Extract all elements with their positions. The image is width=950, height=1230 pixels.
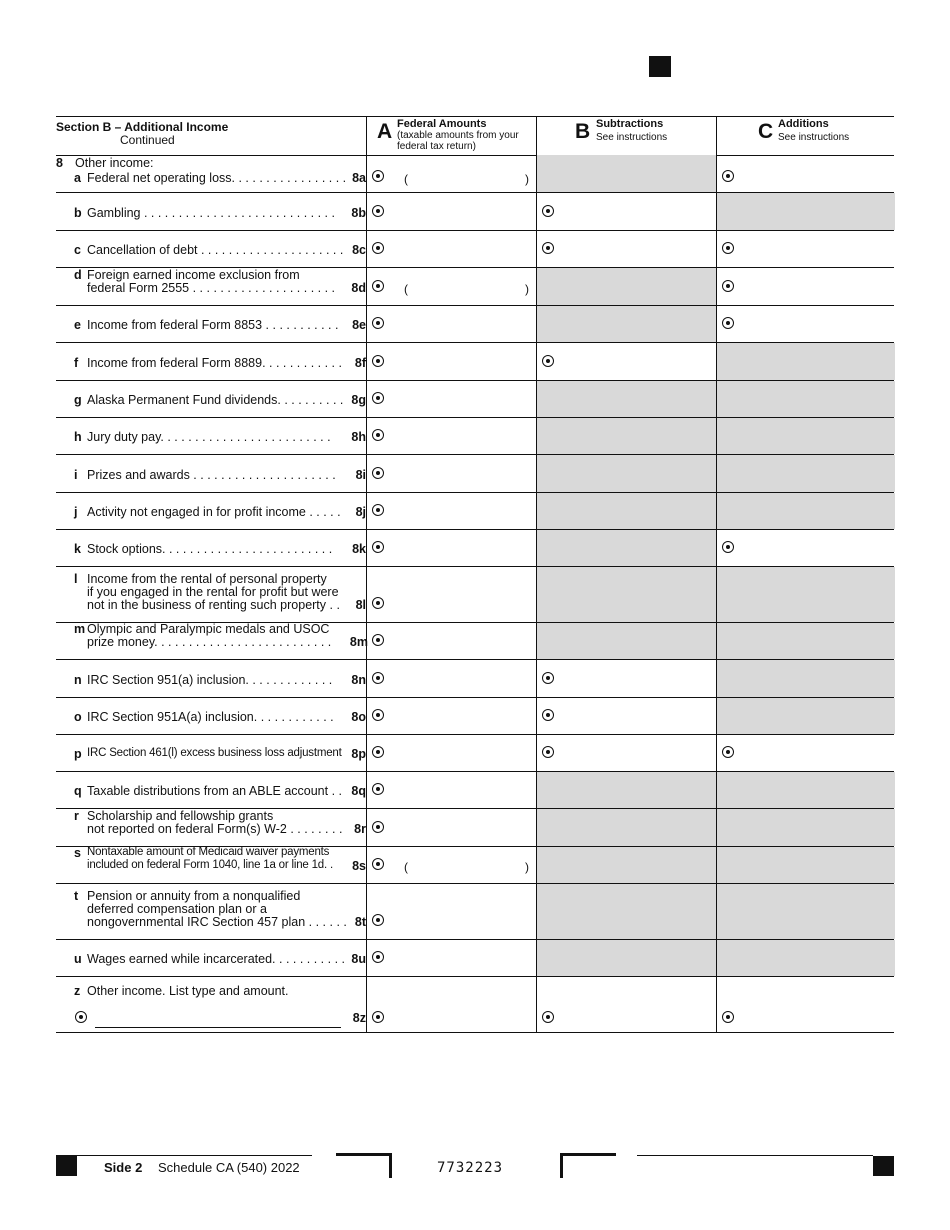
line-8i-text: Prizes and awards . . . . . . . . . . . . . . . . . . . . . bbox=[87, 468, 336, 482]
bullet-icon bbox=[542, 746, 554, 758]
line-8e-letter: e bbox=[74, 318, 81, 332]
column-b-title: Subtractions bbox=[596, 118, 664, 130]
line-8r-col-c-field bbox=[716, 809, 895, 846]
column-a-letter: A bbox=[377, 120, 393, 143]
column-a-sub2: federal tax return) bbox=[397, 141, 476, 152]
column-b-sub: See instructions bbox=[596, 132, 668, 143]
line-8u-label bbox=[56, 940, 364, 976]
column-b-letter: B bbox=[575, 120, 591, 143]
line-8b-col-b-field[interactable] bbox=[536, 193, 717, 230]
footer-schedule: Schedule CA (540) 2022 bbox=[158, 1160, 300, 1175]
line-8p-letter: p bbox=[74, 747, 82, 761]
footer-form-code: 7732223 bbox=[437, 1160, 504, 1176]
bullet-icon bbox=[722, 280, 734, 292]
line-8o-number: 8o bbox=[351, 710, 366, 724]
line-8-number: 8 bbox=[56, 156, 63, 170]
line-8o-col-a-field[interactable] bbox=[366, 698, 537, 734]
line-8d-text: Foreign earned income exclusion from bbox=[87, 268, 300, 282]
line-8c-col-a-field[interactable] bbox=[366, 231, 537, 267]
line-8f-text: Income from federal Form 8889. . . . . . . . . . . . bbox=[87, 356, 342, 370]
line-8h-col-b-field bbox=[536, 418, 717, 454]
bullet-icon bbox=[542, 709, 554, 721]
line-8h-col-c-field bbox=[716, 418, 895, 454]
line-8l-col-a-field[interactable] bbox=[366, 567, 537, 622]
line-8z-text: Other income. List type and amount. bbox=[87, 984, 289, 998]
bullet-icon bbox=[372, 504, 384, 516]
line-8d-number: 8d bbox=[351, 281, 366, 295]
line-8a-text: Federal net operating loss. . . . . . . . . . . . . . . . . bbox=[87, 171, 347, 185]
line-8e-number: 8e bbox=[352, 318, 366, 332]
open-paren: ( bbox=[404, 860, 408, 874]
line-8n-col-c-field bbox=[716, 660, 895, 697]
line-8p-label bbox=[56, 735, 364, 771]
line-8j-number: 8j bbox=[355, 505, 366, 519]
bullet-icon bbox=[372, 672, 384, 684]
line-8j-label bbox=[56, 493, 364, 529]
line-8l-row bbox=[56, 567, 894, 623]
line-8d-label bbox=[56, 268, 364, 305]
bullet-icon bbox=[372, 709, 384, 721]
line-8b-col-c-field bbox=[716, 193, 895, 230]
line-8p-text: IRC Section 461(l) excess business loss adjustment bbox=[87, 747, 342, 759]
line-8s-row bbox=[56, 847, 894, 884]
footer-bracket-right bbox=[560, 1153, 616, 1178]
line-8o-col-c-field bbox=[716, 698, 895, 734]
line-8p-number: 8p bbox=[351, 747, 366, 761]
line-8h-text: Jury duty pay. . . . . . . . . . . . . . . . . . . . . . . . . bbox=[87, 430, 331, 444]
line-8h-row bbox=[56, 418, 894, 455]
close-paren: ) bbox=[525, 282, 529, 296]
line-8q-col-a-field[interactable] bbox=[366, 772, 537, 808]
line-8b-col-a-field[interactable] bbox=[366, 193, 537, 230]
line-8m-number: 8m bbox=[349, 635, 368, 649]
line-8j-col-a-field[interactable] bbox=[366, 493, 537, 529]
line-8c-letter: c bbox=[74, 243, 81, 257]
line-8k-label bbox=[56, 530, 364, 566]
line-8d-col-a-field[interactable] bbox=[366, 268, 537, 305]
line-8a-letter: a bbox=[74, 171, 81, 185]
bullet-icon bbox=[722, 242, 734, 254]
bullet-icon bbox=[372, 355, 384, 367]
line-8b-number: 8b bbox=[351, 206, 366, 220]
bullet-icon bbox=[372, 746, 384, 758]
footer-side: Side 2 bbox=[104, 1160, 143, 1175]
line-8z-letter: z bbox=[74, 984, 81, 998]
line-8u-col-b-field bbox=[536, 940, 717, 976]
line-8h-letter: h bbox=[74, 430, 82, 444]
column-c-header bbox=[716, 117, 895, 155]
line-8r-letter: r bbox=[74, 809, 79, 823]
line-8m-col-b-field bbox=[536, 623, 717, 659]
bullet-icon bbox=[542, 242, 554, 254]
line-8e-col-a-field[interactable] bbox=[366, 306, 537, 342]
bullet-icon bbox=[542, 355, 554, 367]
bullet-icon bbox=[372, 205, 384, 217]
column-c-sub: See instructions bbox=[778, 132, 850, 143]
line-8t-col-a-field[interactable] bbox=[366, 884, 537, 939]
line-8d-col-c-field[interactable] bbox=[716, 268, 895, 305]
line-8d-row bbox=[56, 268, 894, 306]
line-8g-col-a-field[interactable] bbox=[366, 381, 537, 417]
registration-mark-top bbox=[649, 56, 671, 77]
line-8z-number: 8z bbox=[352, 1011, 366, 1025]
line-8u-row bbox=[56, 940, 894, 977]
bullet-icon bbox=[722, 317, 734, 329]
line-8a-col-c-field[interactable] bbox=[716, 155, 895, 192]
bullet-icon bbox=[372, 821, 384, 833]
line-8d-col-b-field bbox=[536, 268, 717, 305]
line-8u-col-c-field bbox=[716, 940, 895, 976]
footer-rule-right bbox=[637, 1155, 873, 1156]
line-8g-row bbox=[56, 381, 894, 418]
line-8r-col-a-field[interactable] bbox=[366, 809, 537, 846]
bullet-icon bbox=[372, 429, 384, 441]
line-8b-letter: b bbox=[74, 206, 82, 220]
line-8n-letter: n bbox=[74, 673, 82, 687]
bullet-icon bbox=[372, 392, 384, 404]
line-8b-label bbox=[56, 193, 364, 230]
line-8m-text: prize money. . . . . . . . . . . . . . . . . . . . . . . . . . bbox=[87, 635, 332, 649]
line-8g-label bbox=[56, 381, 364, 417]
line-8f-col-b-field[interactable] bbox=[536, 343, 717, 380]
line-8q-row bbox=[56, 772, 894, 809]
column-a-title: Federal Amounts bbox=[397, 118, 487, 130]
line-8s-number: 8s bbox=[352, 859, 366, 873]
column-a-sub1: (taxable amounts from your bbox=[397, 130, 519, 141]
line-8l-letter: l bbox=[74, 572, 78, 586]
line-8s-label bbox=[56, 847, 364, 883]
line-8p-col-c-field[interactable] bbox=[716, 735, 895, 771]
line-8i-row bbox=[56, 455, 894, 493]
line-8j-col-c-field bbox=[716, 493, 895, 529]
line-8g-number: 8g bbox=[351, 393, 366, 407]
bullet-icon bbox=[372, 317, 384, 329]
footer-rule-left bbox=[56, 1155, 312, 1156]
line-8k-row bbox=[56, 530, 894, 567]
line-8n-col-b-field[interactable] bbox=[536, 660, 717, 697]
line-8u-number: 8u bbox=[351, 952, 366, 966]
line-8t-label bbox=[56, 884, 364, 939]
bullet-icon bbox=[372, 1011, 384, 1023]
line-8k-text: Stock options. . . . . . . . . . . . . . . . . . . . . . . . . bbox=[87, 542, 333, 556]
line-8-title: Other income: bbox=[75, 156, 154, 170]
line-8e-label bbox=[56, 306, 364, 342]
line-8f-number: 8f bbox=[354, 356, 366, 370]
line-8h-number: 8h bbox=[351, 430, 366, 444]
line-8c-col-c-field[interactable] bbox=[716, 231, 895, 267]
line-8t-text: Pension or annuity from a nonqualified bbox=[87, 889, 301, 903]
bullet-icon bbox=[542, 1011, 554, 1023]
line-8t-number: 8t bbox=[354, 915, 366, 929]
line-8q-text: Taxable distributions from an ABLE account . . bbox=[87, 784, 342, 798]
line-8c-col-b-field[interactable] bbox=[536, 231, 717, 267]
line-8f-col-c-field bbox=[716, 343, 895, 380]
line-8j-letter: j bbox=[74, 505, 78, 519]
line-8z-row bbox=[56, 977, 894, 1033]
line-8p-col-a-field[interactable] bbox=[366, 735, 537, 771]
bullet-icon bbox=[722, 170, 734, 182]
line-8t-col-c-field bbox=[716, 884, 895, 939]
line-8e-col-b-field bbox=[536, 306, 717, 342]
line-8a-col-b-field bbox=[536, 155, 717, 192]
section-title: Section B – Additional Income bbox=[56, 120, 229, 134]
line-8z-type-bullet-icon bbox=[75, 1011, 87, 1023]
line-8j-row bbox=[56, 493, 894, 530]
line-8z-col-c-field[interactable] bbox=[716, 977, 895, 1032]
bullet-icon bbox=[372, 634, 384, 646]
line-8q-col-b-field bbox=[536, 772, 717, 808]
line-8i-number: 8i bbox=[355, 468, 366, 482]
registration-mark-bottom-right bbox=[873, 1156, 894, 1176]
footer-bracket-left bbox=[336, 1153, 392, 1178]
line-8l-number: 8l bbox=[355, 598, 366, 612]
line-8k-col-a-field[interactable] bbox=[366, 530, 537, 566]
line-8j-col-b-field bbox=[536, 493, 717, 529]
line-8g-col-c-field bbox=[716, 381, 895, 417]
line-8k-number: 8k bbox=[352, 542, 366, 556]
line-8r-row bbox=[56, 809, 894, 847]
line-8n-col-a-field[interactable] bbox=[366, 660, 537, 697]
line-8o-text: IRC Section 951A(a) inclusion. . . . . . . . . . . . bbox=[87, 710, 334, 724]
line-8a-label bbox=[56, 155, 364, 192]
line-8s-col-c-field bbox=[716, 847, 895, 883]
line-8u-letter: u bbox=[74, 952, 82, 966]
line-8p-col-b-field[interactable] bbox=[536, 735, 717, 771]
bullet-icon bbox=[372, 951, 384, 963]
line-8u-col-a-field[interactable] bbox=[366, 940, 537, 976]
line-8r-number: 8r bbox=[354, 822, 366, 836]
line-8l-col-c-field bbox=[716, 567, 895, 622]
line-8o-label bbox=[56, 698, 364, 734]
bullet-icon bbox=[722, 746, 734, 758]
line-8f-label bbox=[56, 343, 364, 380]
bullet-icon bbox=[372, 783, 384, 795]
line-8l-text: not in the business of renting such property . . bbox=[87, 598, 340, 612]
line-8f-col-a-field[interactable] bbox=[366, 343, 537, 380]
line-8s-text: included on federal Form 1040, line 1a or line 1d. . bbox=[87, 859, 333, 871]
line-8c-number: 8c bbox=[352, 243, 366, 257]
line-8k-col-b-field bbox=[536, 530, 717, 566]
line-8k-letter: k bbox=[74, 542, 81, 556]
line-8f-row bbox=[56, 343, 894, 381]
registration-mark-bottom-left bbox=[56, 1156, 77, 1176]
bullet-icon bbox=[372, 242, 384, 254]
line-8l-text: Income from the rental of personal property bbox=[87, 572, 327, 586]
line-8i-label bbox=[56, 455, 364, 492]
line-8s-letter: s bbox=[74, 846, 81, 860]
column-a-header bbox=[366, 117, 537, 155]
line-8p-row bbox=[56, 735, 894, 772]
open-paren: ( bbox=[404, 282, 408, 296]
line-8m-col-a-field[interactable] bbox=[366, 623, 537, 659]
column-c-title: Additions bbox=[778, 118, 829, 130]
line-8m-label bbox=[56, 622, 368, 659]
bullet-icon bbox=[722, 1011, 734, 1023]
close-paren: ) bbox=[525, 860, 529, 874]
line-8m-text: Olympic and Paralympic medals and USOC bbox=[87, 622, 330, 636]
bullet-icon bbox=[372, 467, 384, 479]
line-8m-row bbox=[56, 623, 894, 660]
line-8h-col-a-field[interactable] bbox=[366, 418, 537, 454]
line-8d-letter: d bbox=[74, 268, 82, 282]
line-8c-row bbox=[56, 231, 894, 268]
line-8l-col-b-field bbox=[536, 567, 717, 622]
line-8c-text: Cancellation of debt . . . . . . . . . . . . . . . . . . . . . bbox=[87, 243, 344, 257]
line-8a-number: 8a bbox=[352, 171, 366, 185]
line-8d-text: federal Form 2555 . . . . . . . . . . . . . . . . . . . . . bbox=[87, 281, 335, 295]
bullet-icon bbox=[372, 858, 384, 870]
line-8g-col-b-field bbox=[536, 381, 717, 417]
line-8s-col-a-field[interactable] bbox=[366, 847, 537, 883]
bullet-icon bbox=[372, 597, 384, 609]
section-subtitle: Continued bbox=[120, 133, 175, 147]
line-8q-col-c-field bbox=[716, 772, 895, 808]
line-8g-text: Alaska Permanent Fund dividends. . . . . . . . . . bbox=[87, 393, 344, 407]
line-8i-col-b-field bbox=[536, 455, 717, 492]
line-8q-letter: q bbox=[74, 784, 82, 798]
column-b-header bbox=[536, 117, 717, 155]
close-paren: ) bbox=[525, 172, 529, 186]
line-8i-col-a-field[interactable] bbox=[366, 455, 537, 492]
bullet-icon bbox=[542, 205, 554, 217]
section-header bbox=[56, 116, 894, 156]
bullet-icon bbox=[372, 541, 384, 553]
line-8n-number: 8n bbox=[351, 673, 366, 687]
line-8a-col-a-field[interactable] bbox=[366, 155, 537, 192]
line-8i-col-c-field bbox=[716, 455, 895, 492]
bullet-icon bbox=[372, 170, 384, 182]
line-8t-row bbox=[56, 884, 894, 940]
line-8t-letter: t bbox=[74, 889, 79, 903]
line-8z-type-input[interactable] bbox=[95, 1027, 341, 1028]
line-8m-letter: m bbox=[74, 622, 86, 636]
open-paren: ( bbox=[404, 172, 408, 186]
line-8b-text: Gambling . . . . . . . . . . . . . . . . . . . . . . . . . . . . bbox=[87, 206, 335, 220]
line-8t-text: deferred compensation plan or a bbox=[87, 902, 267, 916]
line-8t-col-b-field bbox=[536, 884, 717, 939]
line-8u-text: Wages earned while incarcerated. . . . . . . . . . . bbox=[87, 952, 345, 966]
line-8j-text: Activity not engaged in for profit income . . . . . bbox=[87, 505, 341, 519]
line-8n-row bbox=[56, 660, 894, 698]
line-8q-label bbox=[56, 772, 364, 808]
line-8z-col-b-field[interactable] bbox=[536, 977, 717, 1032]
line-8o-col-b-field[interactable] bbox=[536, 698, 717, 734]
line-8f-letter: f bbox=[74, 356, 79, 370]
line-8t-text: nongovernmental IRC Section 457 plan . . . . . . bbox=[87, 915, 347, 929]
line-8m-col-c-field bbox=[716, 623, 895, 659]
line-8s-col-b-field bbox=[536, 847, 717, 883]
line-8a-row bbox=[56, 155, 894, 193]
line-8e-row bbox=[56, 306, 894, 343]
line-8l-text: if you engaged in the rental for profit but were bbox=[87, 585, 339, 599]
line-8r-text: not reported on federal Form(s) W-2 . . . . . . . . bbox=[87, 822, 343, 836]
line-8r-label bbox=[56, 809, 364, 846]
line-8e-text: Income from federal Form 8853 . . . . . . . . . . . bbox=[87, 318, 339, 332]
line-8o-row bbox=[56, 698, 894, 735]
line-8o-letter: o bbox=[74, 710, 82, 724]
line-8c-label bbox=[56, 231, 364, 267]
line-8e-col-c-field[interactable] bbox=[716, 306, 895, 342]
line-8h-label bbox=[56, 418, 364, 454]
bullet-icon bbox=[372, 280, 384, 292]
line-8s-text: Nontaxable amount of Medicaid waiver payments bbox=[87, 846, 330, 858]
line-8r-text: Scholarship and fellowship grants bbox=[87, 809, 274, 823]
line-8q-number: 8q bbox=[351, 784, 366, 798]
line-8g-letter: g bbox=[74, 393, 82, 407]
line-8l-label bbox=[56, 567, 364, 622]
line-8z-col-a-field[interactable] bbox=[366, 977, 537, 1032]
line-8b-row bbox=[56, 193, 894, 231]
bullet-icon bbox=[722, 541, 734, 553]
line-8r-col-b-field bbox=[536, 809, 717, 846]
column-c-letter: C bbox=[758, 120, 774, 143]
line-8z-label bbox=[56, 977, 364, 1032]
bullet-icon bbox=[372, 914, 384, 926]
line-8i-letter: i bbox=[74, 468, 78, 482]
line-8n-label bbox=[56, 660, 364, 697]
bullet-icon bbox=[542, 672, 554, 684]
line-8n-text: IRC Section 951(a) inclusion. . . . . . . . . . . . . bbox=[87, 673, 333, 687]
line-8k-col-c-field[interactable] bbox=[716, 530, 895, 566]
